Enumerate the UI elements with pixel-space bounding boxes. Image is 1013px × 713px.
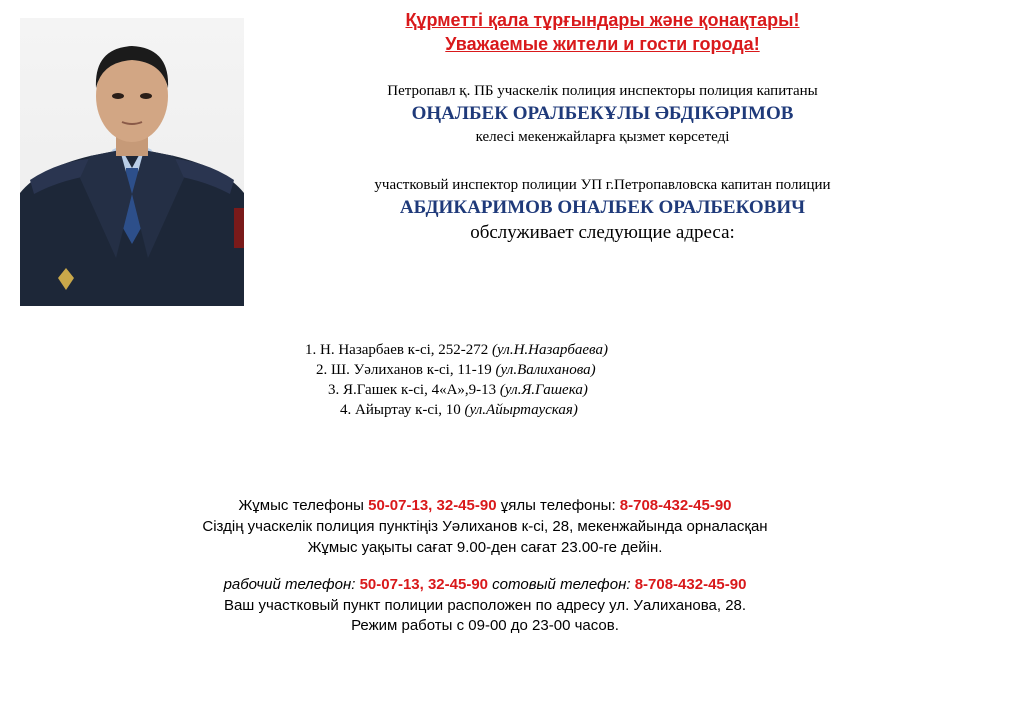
list-item: 3. Я.Гашек к-сі, 4«А»,9-13 (ул.Я.Гашека) [328, 382, 588, 398]
kz-phones: Жұмыс телефоны 50-07-13, 32-45-90 ұялы телефоны: 8-708-432-45-90 [238, 497, 732, 514]
ru-intro: участковый инспектор полиции УП г.Петропавловска капитан полиции [374, 177, 831, 193]
list-item: 1. Н. Назарбаев к-сі, 252-272 (ул.Н.Назарбаева) [305, 342, 608, 358]
heading-kz: Құрметті қала тұрғындары және қонақтары! [405, 10, 800, 30]
list-item: 2. Ш. Уәлиханов к-сі, 11-19 (ул.Валиханова) [316, 362, 596, 378]
ru-officer-name: АБДИКАРИМОВ ОНАЛБЕК ОРАЛБЕКОВИЧ [399, 197, 806, 218]
ru-hours: Режим работы с 09-00 до 23-00 часов. [351, 617, 619, 634]
kz-mobile-phone: 8-708-432-45-90 [619, 497, 732, 514]
ru-point: Ваш участковый пункт полиции расположен по адресу ул. Уалиханова, 28. [223, 597, 747, 614]
kz-point: Сіздің учаскелік полиция пунктіңіз Уәлиханов к-сі, 28, мекенжайында орналасқан [202, 518, 768, 535]
ru-phones: рабочий телефон: 50-07-13, 32-45-90 сотовый телефон: 8-708-432-45-90 [223, 576, 747, 593]
kz-intro: Петропавл қ. ПБ учаскелік полиция инспекторы полиция капитаны [387, 83, 818, 99]
kz-work-phone: 50-07-13, 32-45-90 [368, 497, 497, 514]
officer-photo [20, 18, 244, 306]
ru-mobile-phone: 8-708-432-45-90 [634, 576, 747, 593]
ru-serves: обслуживает следующие адреса: [470, 222, 735, 243]
kz-serves: келесі мекенжайларға қызмет көрсетеді [475, 129, 730, 145]
list-item: 4. Айыртау к-сі, 10 (ул.Айыртауская) [340, 402, 578, 418]
ru-work-phone: 50-07-13, 32-45-90 [359, 576, 489, 593]
heading-ru: Уважаемые жители и гости города! [445, 34, 760, 54]
kz-officer-name: ОҢАЛБЕК ОРАЛБЕКҰЛЫ ӘБДІКӘРІМОВ [411, 103, 794, 124]
kz-hours: Жұмыс уақыты сағат 9.00-ден сағат 23.00-ге дейін. [307, 539, 663, 556]
address-list [305, 340, 608, 420]
